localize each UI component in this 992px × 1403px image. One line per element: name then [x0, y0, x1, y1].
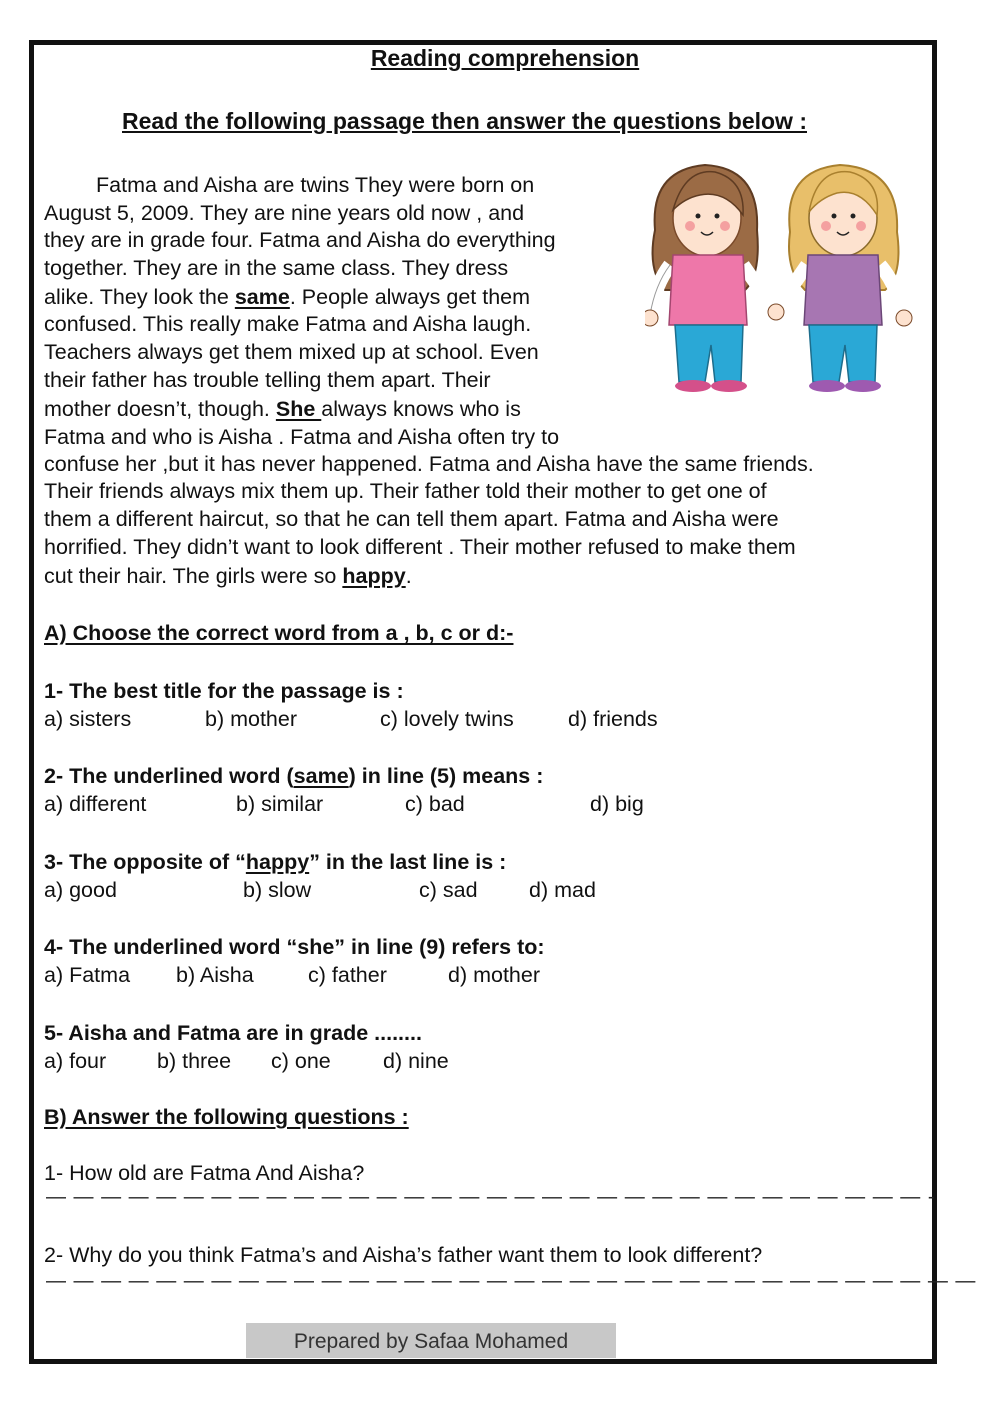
section-b-heading: B) Answer the following questions :: [44, 1105, 409, 1129]
option-c: c) lovely twins: [380, 707, 514, 731]
passage-line: together. They are in the same class. They dress: [44, 256, 509, 280]
option-d: d) big: [590, 792, 644, 816]
option-d: d) mother: [448, 963, 541, 987]
passage-line: them a different haircut, so that he can tell them apart. Fatma and Aisha were: [44, 507, 779, 531]
twin-girls-illustration: [645, 160, 925, 400]
option-b: b) mother: [205, 707, 298, 731]
passage-line: horrified. They didn’t want to look different . Their mother refused to make them: [44, 535, 796, 559]
passage-line: [44, 563, 412, 590]
question-text: ) in line (5) means :: [348, 764, 544, 788]
section-a-heading: A) Choose the correct word from a , b, c or d:-: [44, 621, 514, 645]
option-a: a) Fatma: [44, 963, 131, 987]
underlined-word-happy: happy: [342, 564, 406, 588]
passage-line: confused. This really make Fatma and Aisha laugh.: [44, 312, 532, 336]
question-text: ” in the last line is :: [309, 850, 507, 874]
answer-line[interactable]: — — — — — — — — — — — — — — — — — — — — — — — — — — — — — — — — — —: [46, 1270, 977, 1292]
passage-line: their father has trouble telling them apart. Their: [44, 368, 491, 392]
passage-text: . People always get them: [289, 285, 531, 309]
question-b2: 2- Why do you think Fatma’s and Aisha’s father want them to look different?: [44, 1243, 763, 1267]
option-c: c) sad: [419, 878, 478, 902]
passage-line: Fatma and Aisha are twins They were born on: [96, 173, 535, 197]
page-title: Reading comprehension: [370, 45, 640, 71]
option-b: b) similar: [236, 792, 324, 816]
underlined-word-same: same: [234, 285, 290, 309]
question-2: [44, 763, 543, 790]
passage-text: mother doesn’t, though.: [44, 397, 276, 421]
question-b1: 1- How old are Fatma And Aisha?: [44, 1161, 365, 1185]
underlined-word: happy: [245, 850, 310, 874]
option-a: a) different: [44, 792, 147, 816]
option-c: c) father: [308, 963, 387, 987]
option-b: b) slow: [243, 878, 312, 902]
option-d: d) friends: [568, 707, 658, 731]
footer-credit: Prepared by Safaa Mohamed: [246, 1323, 616, 1358]
question-5: 5- Aisha and Fatma are in grade ........: [44, 1021, 422, 1045]
question-1: 1- The best title for the passage is :: [44, 679, 404, 703]
passage-line: [44, 284, 530, 311]
passage-line: August 5, 2009. They are nine years old now , and: [44, 201, 525, 225]
passage-text: cut their hair. The girls were so: [44, 564, 343, 588]
passage-text: always knows who is: [321, 397, 521, 421]
option-b: b) Aisha: [176, 963, 254, 987]
question-text: 3- The opposite of “: [44, 850, 246, 874]
answer-line[interactable]: — — — — — — — — — — — — — — — — — — — — — — — — — — — — — — — — -: [46, 1186, 936, 1208]
option-a: a) sisters: [44, 707, 132, 731]
option-d: d) mad: [529, 878, 596, 902]
passage-line: Their friends always mix them up. Their father told their mother to get one of: [44, 479, 767, 503]
question-3: [44, 849, 506, 876]
passage-text: alike. They look the: [44, 285, 235, 309]
passage-line: Teachers always get them mixed up at school. Even: [44, 340, 539, 364]
passage-line: Fatma and who is Aisha . Fatma and Aisha often try to: [44, 425, 560, 449]
underlined-word-she: She: [275, 397, 322, 421]
option-b: b) three: [157, 1049, 232, 1073]
instructions: Read the following passage then answer the questions below :: [122, 108, 807, 134]
option-a: a) good: [44, 878, 117, 902]
passage-text: .: [405, 564, 412, 588]
question-text: 2- The underlined word (: [44, 764, 294, 788]
passage-line: confuse her ,but it has never happened. Fatma and Aisha have the same friends.: [44, 452, 814, 476]
passage-line: they are in grade four. Fatma and Aisha do everything: [44, 228, 556, 252]
option-c: c) bad: [405, 792, 465, 816]
option-c: c) one: [271, 1049, 331, 1073]
option-d: d) nine: [383, 1049, 449, 1073]
passage-line: [44, 396, 521, 423]
question-4: 4- The underlined word “she” in line (9) refers to:: [44, 935, 545, 959]
option-a: a) four: [44, 1049, 107, 1073]
underlined-word: same: [293, 764, 349, 788]
